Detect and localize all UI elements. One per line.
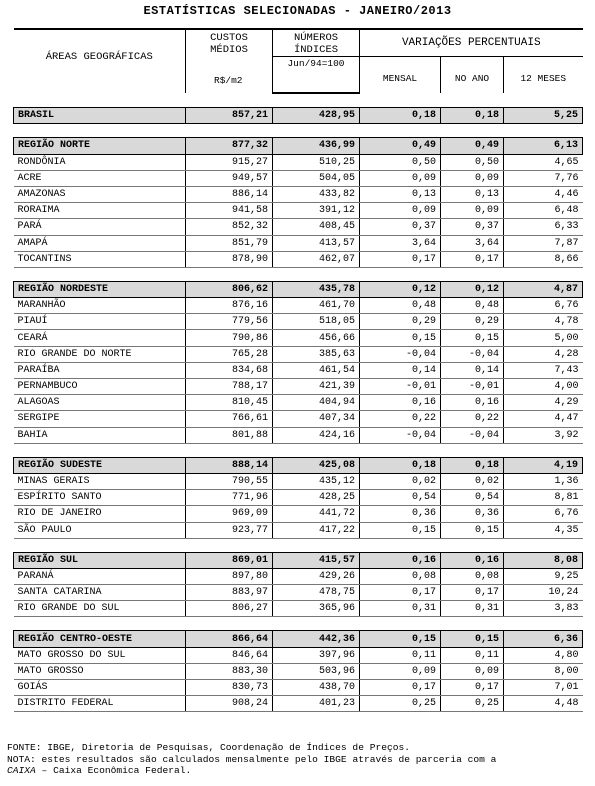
source-note [7,742,592,754]
note-text: estes resultados são calculados mensalmente pelo IBGE através de parceria com a [35,753,497,765]
variacao-mensal: -0,01 [360,379,441,395]
note-label: NOTA: [7,753,36,765]
variacao-no-ano: -0,04 [441,427,504,443]
variacao-12-meses: 6,76 [504,298,583,314]
area-name: MARANHÃO [14,298,186,314]
variacao-mensal: 0,17 [360,680,441,696]
caixa-text: – Caixa Econômica Federal. [35,765,192,776]
header-indices-spacer [273,72,360,93]
variacao-12-meses: 9,25 [504,568,583,584]
numero-indice: 408,45 [273,219,360,235]
variacao-mensal: 0,36 [360,506,441,522]
variacao-mensal: 0,17 [360,251,441,267]
state-row [14,379,583,395]
variacao-no-ano: 0,13 [441,186,504,202]
caixa-label: CAIXA [7,765,36,776]
state-row [14,411,583,427]
variacao-no-ano: 0,17 [441,585,504,601]
custo-medio: 877,32 [186,138,273,154]
variacao-no-ano: 0,17 [441,251,504,267]
area-name: RIO GRANDE DO NORTE [14,346,186,362]
variacao-mensal: 0,22 [360,411,441,427]
numero-indice: 429,26 [273,568,360,584]
variacao-12-meses: 8,00 [504,663,583,679]
header-variacoes: VARIAÇÕES PERCENTUAIS [360,29,583,57]
variacao-mensal: 0,09 [360,170,441,186]
area-name: AMAPÁ [14,235,186,251]
state-row [14,490,583,506]
variacao-mensal: 0,50 [360,154,441,170]
variacao-12-meses: 6,48 [504,203,583,219]
variacao-12-meses: 7,43 [504,362,583,378]
header-indices-line1: NÚMEROS [293,32,339,44]
numero-indice: 391,12 [273,203,360,219]
variacao-12-meses: 4,35 [504,522,583,538]
variacao-12-meses: 7,87 [504,235,583,251]
variacao-12-meses: 4,00 [504,379,583,395]
custo-medio: 897,80 [186,568,273,584]
state-row [14,346,583,362]
region-row [14,138,583,154]
variacao-mensal: 0,29 [360,314,441,330]
variacao-12-meses: 6,36 [504,631,583,647]
variacao-no-ano: 0,50 [441,154,504,170]
variacao-mensal: 0,02 [360,473,441,489]
variacao-no-ano: 0,15 [441,522,504,538]
state-row [14,298,583,314]
numero-indice: 462,07 [273,251,360,267]
custo-medio: 766,61 [186,411,273,427]
state-row [14,473,583,489]
variacao-mensal: 0,15 [360,330,441,346]
header-no-ano: NO ANO [441,57,504,94]
variacao-no-ano: 0,02 [441,473,504,489]
spacer-cell [14,267,583,281]
header-custos [186,29,273,57]
variacao-no-ano: 0,15 [441,631,504,647]
area-name: MINAS GERAIS [14,473,186,489]
header-mensal: MENSAL [360,57,441,94]
numero-indice: 424,16 [273,427,360,443]
numero-indice: 461,70 [273,298,360,314]
table-header [14,29,583,93]
state-row [14,219,583,235]
state-row [14,506,583,522]
state-row [14,601,583,617]
area-name: REGIÃO SUL [14,552,186,568]
area-name: BRASIL [14,108,186,124]
state-row [14,362,583,378]
variacao-no-ano: 0,14 [441,362,504,378]
header-unit-custos: R$/m2 [186,57,273,94]
state-row [14,251,583,267]
variacao-no-ano: 0,49 [441,138,504,154]
numero-indice: 510,25 [273,154,360,170]
variacao-mensal: 0,49 [360,138,441,154]
numero-indice: 428,25 [273,490,360,506]
area-name: SANTA CATARINA [14,585,186,601]
custo-medio: 851,79 [186,235,273,251]
area-name: BAHIA [14,427,186,443]
variacao-mensal: 0,31 [360,601,441,617]
variacao-mensal: 0,09 [360,203,441,219]
area-name: PERNAMBUCO [14,379,186,395]
variacao-mensal: 0,48 [360,298,441,314]
custo-medio: 806,27 [186,601,273,617]
header-custos-line1: CUSTOS [210,32,248,45]
numero-indice: 421,39 [273,379,360,395]
variacao-mensal: 0,15 [360,522,441,538]
spacer-row [14,617,583,631]
custo-medio: 779,56 [186,314,273,330]
numero-indice: 428,95 [273,108,360,124]
custo-medio: 908,24 [186,696,273,712]
area-name: TOCANTINS [14,251,186,267]
statistics-table [13,28,583,712]
variacao-mensal: 0,25 [360,696,441,712]
variacao-12-meses: 6,76 [504,506,583,522]
variacao-mensal: 0,08 [360,568,441,584]
area-name: DISTRITO FEDERAL [14,696,186,712]
numero-indice: 401,23 [273,696,360,712]
region-row [14,108,583,124]
custo-medio: 788,17 [186,379,273,395]
numero-indice: 397,96 [273,647,360,663]
variacao-no-ano: 0,16 [441,552,504,568]
area-name: REGIÃO NORDESTE [14,281,186,297]
custo-medio: 852,32 [186,219,273,235]
area-name: CEARÁ [14,330,186,346]
variacao-12-meses: 6,33 [504,219,583,235]
custo-medio: 886,14 [186,186,273,202]
variacao-mensal: 0,18 [360,457,441,473]
numero-indice: 478,75 [273,585,360,601]
numero-indice: 425,08 [273,457,360,473]
custo-medio: 876,16 [186,298,273,314]
variacao-no-ano: 0,16 [441,395,504,411]
custo-medio: 883,30 [186,663,273,679]
custo-medio: 857,21 [186,108,273,124]
variacao-no-ano: 0,18 [441,457,504,473]
state-row [14,585,583,601]
header-areas: ÁREAS GEOGRÁFICAS [45,51,153,64]
state-row [14,696,583,712]
region-row [14,281,583,297]
numero-indice: 435,78 [273,281,360,297]
spacer-cell [14,538,583,552]
numero-indice: 415,57 [273,552,360,568]
variacao-mensal: 0,17 [360,585,441,601]
area-name: ALAGOAS [14,395,186,411]
variacao-no-ano: 0,25 [441,696,504,712]
variacao-no-ano: 0,15 [441,330,504,346]
variacao-12-meses: 8,66 [504,251,583,267]
area-name: PARANÁ [14,568,186,584]
area-name: RONDÔNIA [14,154,186,170]
variacao-mensal: 0,12 [360,281,441,297]
area-name: PIAUÍ [14,314,186,330]
variacao-12-meses: 8,81 [504,490,583,506]
area-name: MATO GROSSO DO SUL [14,647,186,663]
footnotes [7,742,592,777]
numero-indice: 433,82 [273,186,360,202]
variacao-mensal: -0,04 [360,346,441,362]
area-name: MATO GROSSO [14,663,186,679]
spacer-cell [14,443,583,457]
variacao-12-meses: 10,24 [504,585,583,601]
area-name: SÃO PAULO [14,522,186,538]
area-name: REGIÃO NORTE [14,138,186,154]
region-row [14,631,583,647]
numero-indice: 442,36 [273,631,360,647]
custo-medio: 801,88 [186,427,273,443]
state-row [14,568,583,584]
variacao-12-meses: 5,25 [504,108,583,124]
variacao-12-meses: 4,80 [504,647,583,663]
numero-indice: 461,54 [273,362,360,378]
area-name: ACRE [14,170,186,186]
state-row [14,522,583,538]
variacao-no-ano: 0,22 [441,411,504,427]
numero-indice: 413,57 [273,235,360,251]
custo-medio: 790,55 [186,473,273,489]
custo-medio: 765,28 [186,346,273,362]
state-row [14,203,583,219]
variacao-mensal: 0,09 [360,663,441,679]
spacer-cell [14,617,583,631]
variacao-no-ano: 0,12 [441,281,504,297]
numero-indice: 441,72 [273,506,360,522]
custo-medio: 883,97 [186,585,273,601]
numero-indice: 435,12 [273,473,360,489]
variacao-no-ano: 0,09 [441,170,504,186]
variacao-no-ano: 3,64 [441,235,504,251]
numero-indice: 503,96 [273,663,360,679]
variacao-no-ano: 0,48 [441,298,504,314]
state-row [14,235,583,251]
area-name: REGIÃO CENTRO-OESTE [14,631,186,647]
area-name: RIO GRANDE DO SUL [14,601,186,617]
variacao-12-meses: 1,36 [504,473,583,489]
source-label: FONTE: [7,742,42,753]
variacao-mensal: 0,11 [360,647,441,663]
spacer-row [14,267,583,281]
variacao-12-meses: 4,19 [504,457,583,473]
variacao-12-meses: 4,46 [504,186,583,202]
variacao-mensal: 0,16 [360,395,441,411]
area-name: RORAIMA [14,203,186,219]
spacer-row [14,538,583,552]
custo-medio: 869,01 [186,552,273,568]
variacao-mensal: 3,64 [360,235,441,251]
state-row [14,154,583,170]
variacao-no-ano: 0,36 [441,506,504,522]
variacao-no-ano: 0,08 [441,568,504,584]
region-row [14,552,583,568]
custo-medio: 923,77 [186,522,273,538]
custo-medio: 846,64 [186,647,273,663]
variacao-12-meses: 7,01 [504,680,583,696]
numero-indice: 518,05 [273,314,360,330]
spacer-row [14,93,583,108]
custo-medio: 830,73 [186,680,273,696]
state-row [14,427,583,443]
numero-indice: 417,22 [273,522,360,538]
variacao-mensal: 0,54 [360,490,441,506]
variacao-no-ano: 0,54 [441,490,504,506]
variacao-no-ano: 0,29 [441,314,504,330]
custo-medio: 810,45 [186,395,273,411]
header-indices-line2: ÍNDICES [293,44,339,56]
numero-indice: 436,99 [273,138,360,154]
spacer-cell [14,124,583,138]
source-text: IBGE, Diretoria de Pesquisas, Coordenação de Índices de Preços. [41,742,411,753]
variacao-12-meses: 4,78 [504,314,583,330]
custo-medio: 866,64 [186,631,273,647]
custo-medio: 915,27 [186,154,273,170]
state-row [14,663,583,679]
variacao-mensal: -0,04 [360,427,441,443]
variacao-no-ano: 0,09 [441,203,504,219]
variacao-no-ano: 0,17 [441,680,504,696]
numero-indice: 385,63 [273,346,360,362]
state-row [14,314,583,330]
table-body [14,93,583,712]
variacao-12-meses: 7,76 [504,170,583,186]
area-name: ESPÍRITO SANTO [14,490,186,506]
area-name: PARÁ [14,219,186,235]
variacao-12-meses: 3,92 [504,427,583,443]
custo-medio: 949,57 [186,170,273,186]
area-name: REGIÃO SUDESTE [14,457,186,473]
header-12-meses: 12 MESES [504,57,583,94]
numero-indice: 404,94 [273,395,360,411]
custo-medio: 941,58 [186,203,273,219]
variacao-mensal: 0,15 [360,631,441,647]
area-name: RIO DE JANEIRO [14,506,186,522]
region-row [14,457,583,473]
custo-medio: 834,68 [186,362,273,378]
state-row [14,395,583,411]
numero-indice: 407,34 [273,411,360,427]
variacao-12-meses: 8,08 [504,552,583,568]
state-row [14,647,583,663]
note [7,754,592,766]
custo-medio: 888,14 [186,457,273,473]
area-name: AMAZONAS [14,186,186,202]
variacao-12-meses: 4,65 [504,154,583,170]
variacao-no-ano: 0,18 [441,108,504,124]
numero-indice: 504,05 [273,170,360,186]
variacao-mensal: 0,37 [360,219,441,235]
spacer-row [14,443,583,457]
variacao-12-meses: 4,28 [504,346,583,362]
area-name: GOIÁS [14,680,186,696]
variacao-12-meses: 3,83 [504,601,583,617]
custo-medio: 878,90 [186,251,273,267]
state-row [14,330,583,346]
note-continuation [7,765,592,777]
variacao-mensal: 0,14 [360,362,441,378]
custo-medio: 771,96 [186,490,273,506]
variacao-12-meses: 4,48 [504,696,583,712]
spacer-cell [14,93,583,108]
variacao-mensal: 0,16 [360,552,441,568]
variacao-mensal: 0,18 [360,108,441,124]
spacer-row [14,124,583,138]
variacao-12-meses: 5,00 [504,330,583,346]
custo-medio: 969,09 [186,506,273,522]
variacao-no-ano: 0,11 [441,647,504,663]
header-indices [273,29,360,57]
state-row [14,170,583,186]
variacao-mensal: 0,13 [360,186,441,202]
variacao-12-meses: 4,87 [504,281,583,297]
numero-indice: 456,66 [273,330,360,346]
area-name: SERGIPE [14,411,186,427]
variacao-no-ano: 0,31 [441,601,504,617]
state-row [14,680,583,696]
variacao-no-ano: -0,04 [441,346,504,362]
variacao-12-meses: 4,47 [504,411,583,427]
header-unit-indices: Jun/94=100 [273,57,360,73]
custo-medio: 806,62 [186,281,273,297]
area-name: PARAÍBA [14,362,186,378]
variacao-no-ano: 0,09 [441,663,504,679]
variacao-12-meses: 6,13 [504,138,583,154]
variacao-no-ano: -0,01 [441,379,504,395]
page-title: ESTATÍSTICAS SELECIONADAS - JANEIRO/2013 [143,4,452,18]
numero-indice: 438,70 [273,680,360,696]
numero-indice: 365,96 [273,601,360,617]
variacao-no-ano: 0,37 [441,219,504,235]
header-custos-line2: MÉDIOS [210,44,248,57]
custo-medio: 790,86 [186,330,273,346]
state-row [14,186,583,202]
variacao-12-meses: 4,29 [504,395,583,411]
